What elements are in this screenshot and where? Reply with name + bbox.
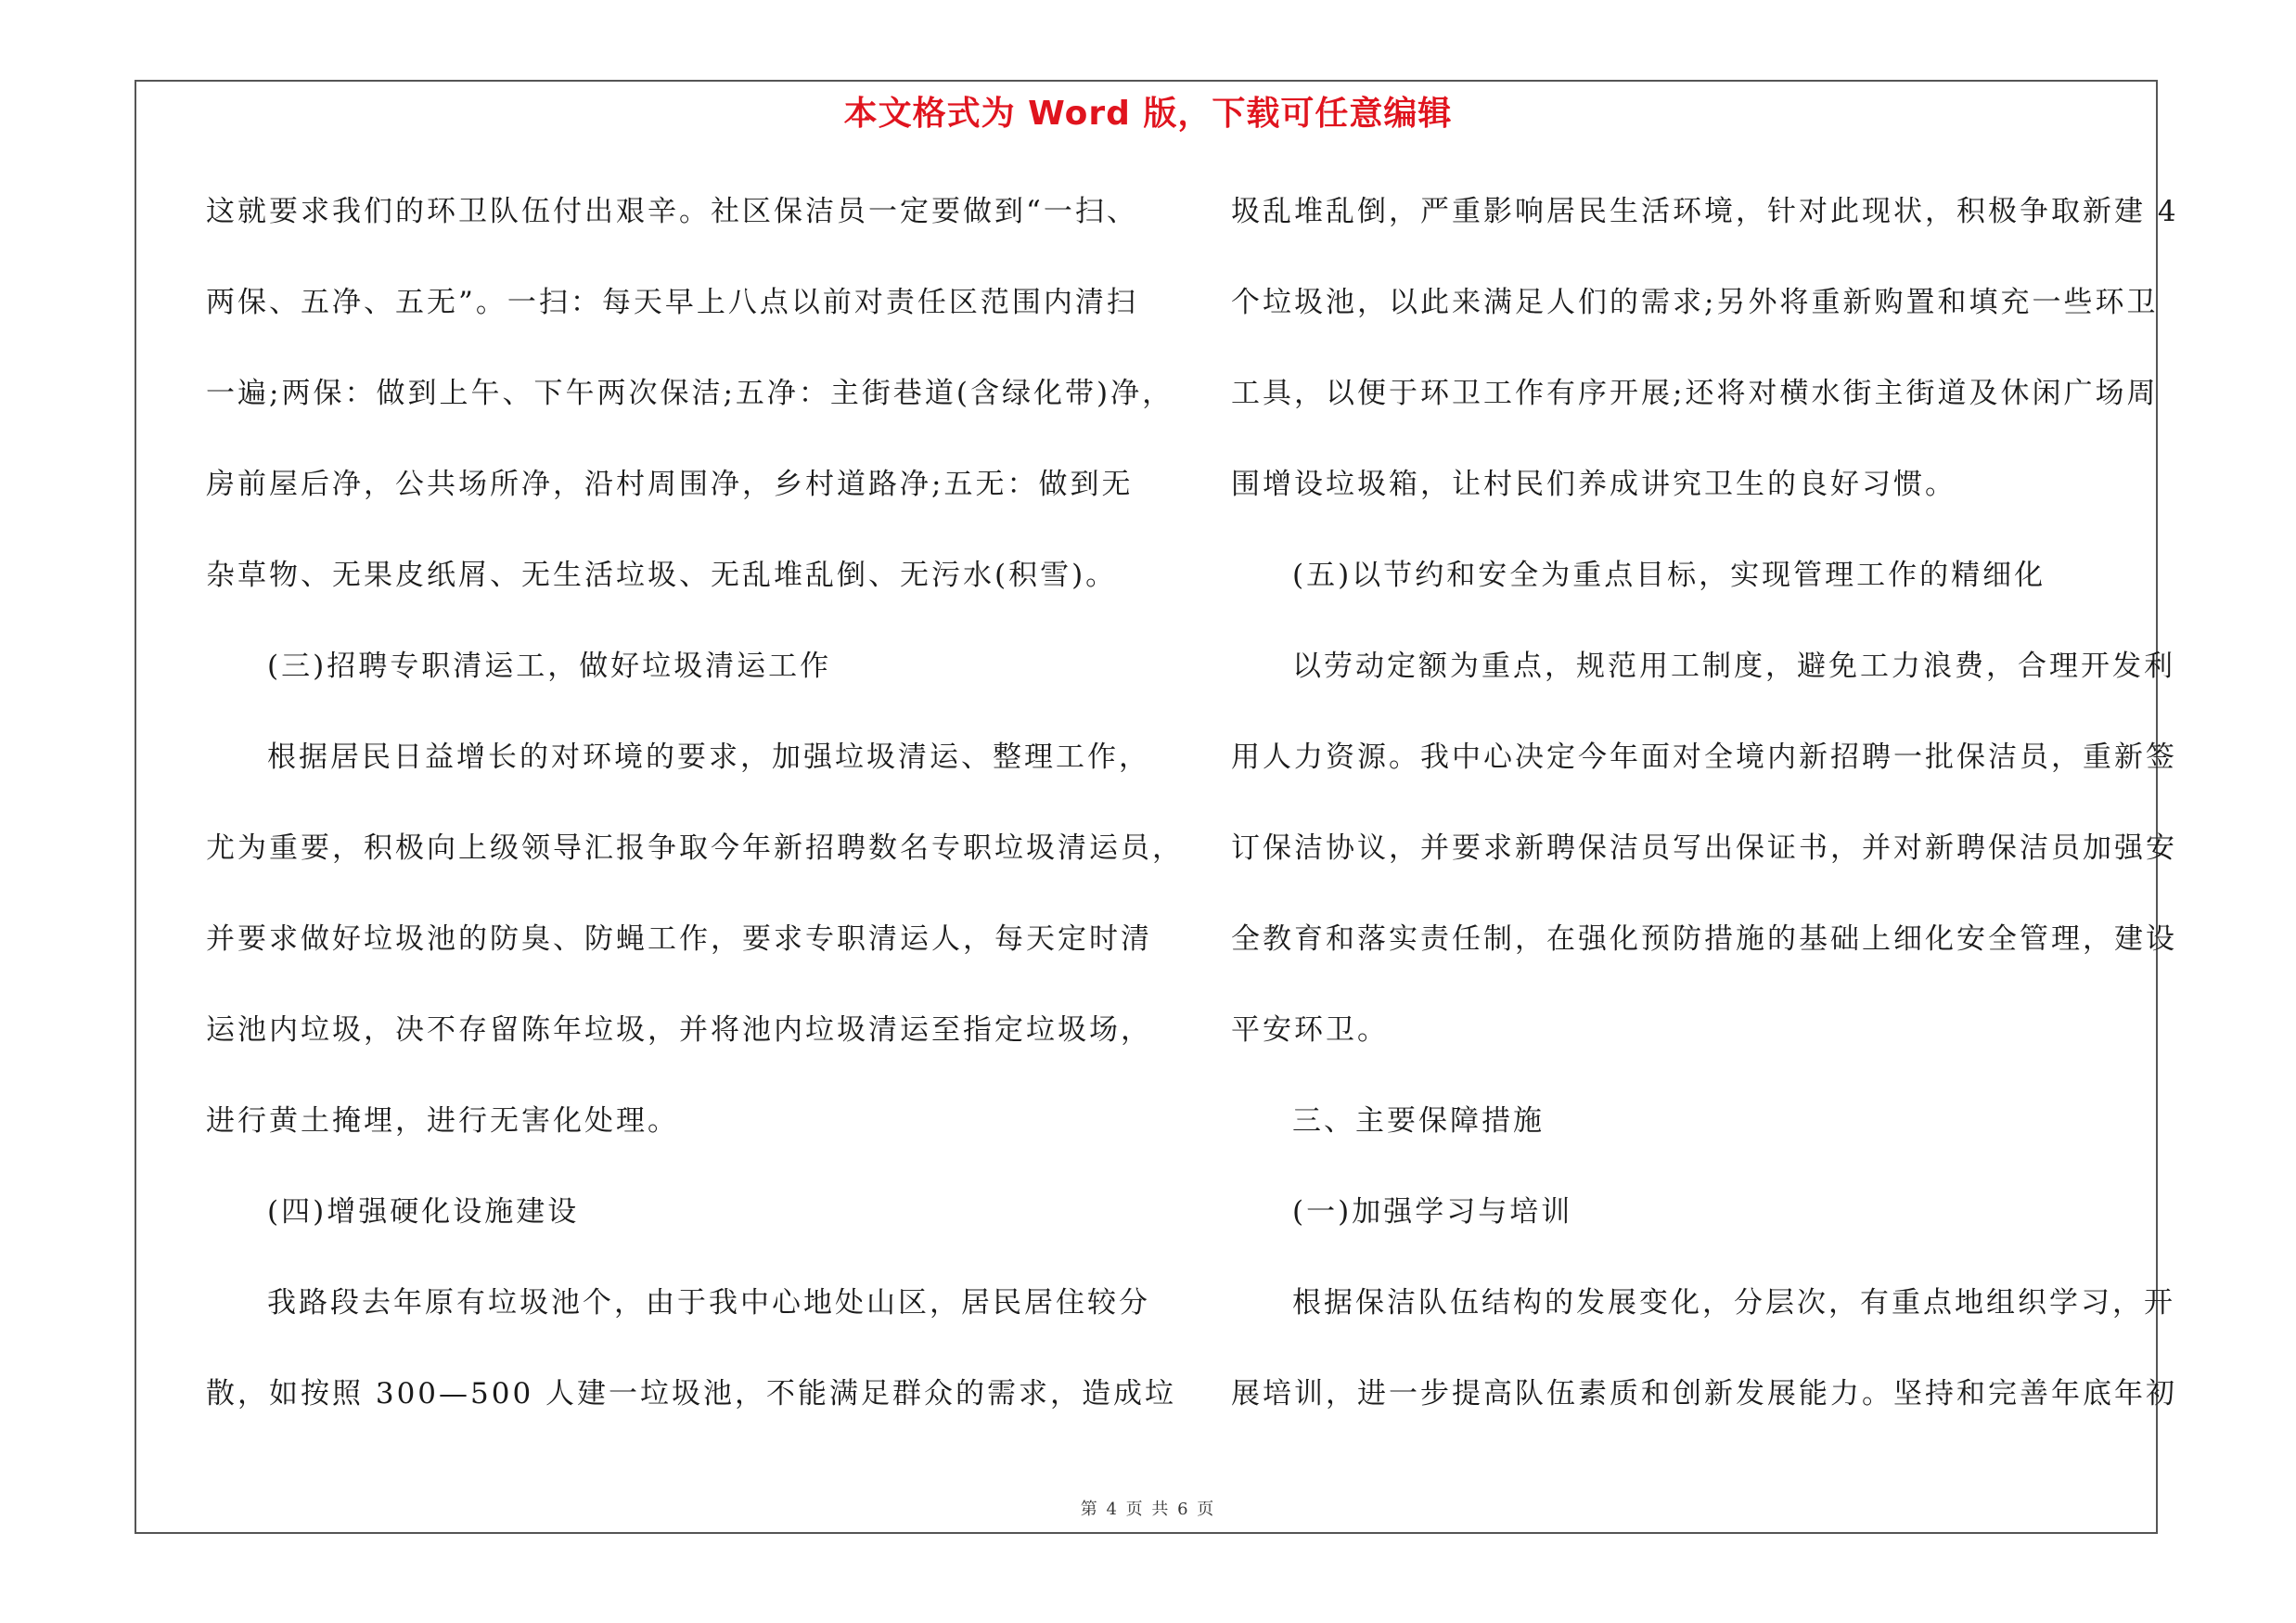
text-line: (四)增强硬化设施建设	[267, 1195, 580, 1229]
right-text-column	[1231, 184, 2179, 1457]
left-text-column	[206, 184, 1184, 1457]
text-line: 圾乱堆乱倒，严重影响居民生活环境，针对此现状，积极争取新建 4	[1231, 195, 2179, 228]
text-line: 个垃圾池，以此来满足人们的需求;另外将重新购置和填充一些环卫	[1231, 286, 2159, 319]
page-number-footer: 第 4 页 共 6 页	[1080, 1500, 1216, 1519]
text-line: 这就要求我们的环卫队伍付出艰辛。社区保洁员一定要做到“一扫、	[206, 195, 1138, 228]
text-line: 并要求做好垃圾池的防臭、防蝇工作，要求专职清运人，每天定时清	[206, 922, 1152, 956]
text-line: 平安环卫。	[1231, 1013, 1389, 1047]
text-line: 以劳动定额为重点，规范用工制度，避免工力浪费，合理开发利	[1292, 650, 2175, 683]
text-line: 展培训，进一步提高队伍素质和创新发展能力。坚持和完善年底年初	[1231, 1377, 2177, 1410]
text-line: 我路段去年原有垃圾池个，由于我中心地处山区，居民居住较分	[267, 1286, 1150, 1320]
text-line: (三)招聘专职清运工，做好垃圾清运工作	[267, 650, 832, 683]
text-line: 运池内垃圾，决不存留陈年垃圾，并将池内垃圾清运至指定垃圾场，	[206, 1013, 1152, 1047]
text-line: 订保洁协议，并要求新聘保洁员写出保证书，并对新聘保洁员加强安	[1231, 831, 2177, 865]
text-line: 杂草物、无果皮纸屑、无生活垃圾、无乱堆乱倒、无污水(积雪)。	[206, 559, 1118, 592]
text-line: 尤为重要，积极向上级领导汇报争取今年新招聘数名专职垃圾清运员，	[206, 831, 1184, 865]
text-line: 两保、五净、五无”。一扫：每天早上八点以前对责任区范围内清扫	[206, 286, 1138, 319]
text-line: 用人力资源。我中心决定今年面对全境内新招聘一批保洁员，重新签	[1231, 741, 2177, 774]
text-line: (五)以节约和安全为重点目标，实现管理工作的精细化	[1292, 559, 2046, 592]
text-line: 工具，以便于环卫工作有序开展;还将对横水街主街道及休闲广场周	[1231, 377, 2159, 410]
text-line: 散，如按照 300—500 人建一垃圾池，不能满足群众的需求，造成垃	[206, 1377, 1177, 1410]
text-line: 围增设垃圾箱，让村民们养成讲究卫生的良好习惯。	[1231, 468, 1956, 501]
word-format-banner: 本文格式为 Word 版，下载可任意编辑	[843, 95, 1453, 133]
text-line: 根据保洁队伍结构的发展变化，分层次，有重点地组织学习，开	[1292, 1286, 2175, 1320]
text-line: (一)加强学习与培训	[1292, 1195, 1573, 1229]
text-line: 三、主要保障措施	[1292, 1104, 1545, 1138]
text-line: 全教育和落实责任制，在强化预防措施的基础上细化安全管理，建设	[1231, 922, 2177, 956]
text-line: 房前屋后净，公共场所净，沿村周围净，乡村道路净;五无：做到无	[206, 468, 1134, 501]
text-line: 进行黄土掩埋，进行无害化处理。	[206, 1104, 679, 1138]
text-line: 一遍;两保：做到上午、下午两次保洁;五净：主街巷道(含绿化带)净，	[206, 377, 1174, 410]
text-line: 根据居民日益增长的对环境的要求，加强垃圾清运、整理工作，	[267, 741, 1150, 774]
